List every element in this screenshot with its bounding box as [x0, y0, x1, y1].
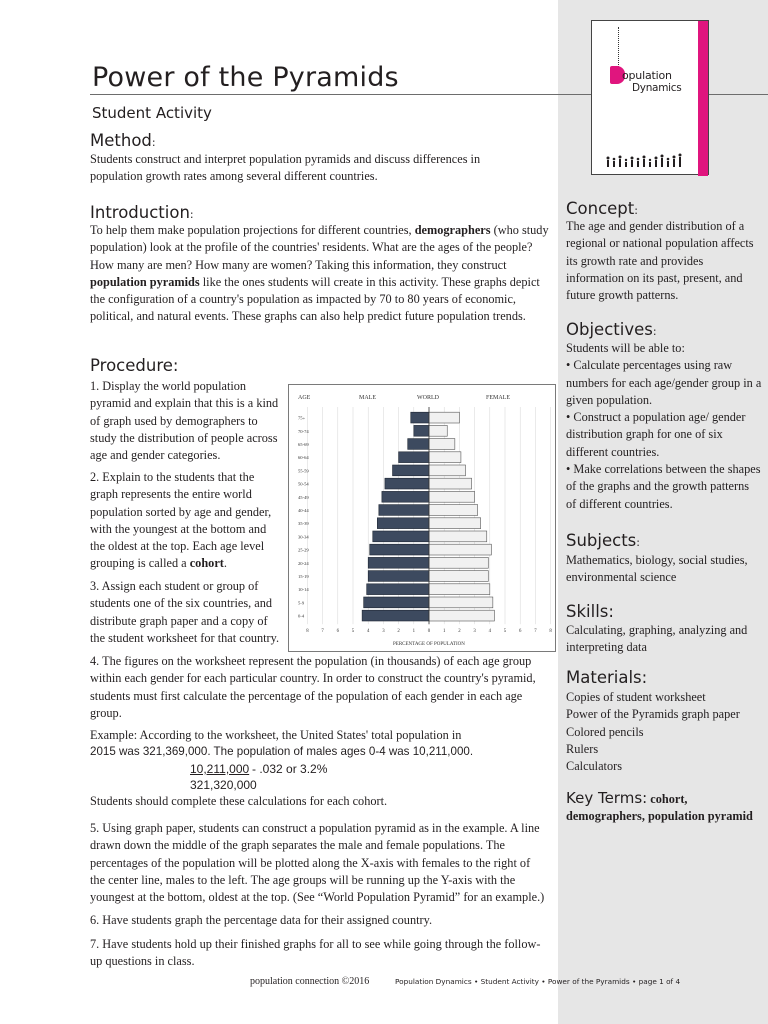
- introduction-text: To help them make population projections for different countries, demographers (who study population) look at the profile of the countries' residents. What are the ages of the people? How many are men? How many are women? Taking this information, they construct population pyramids like the ones students will create in this activity. These graphs depict the configuration of a country's population as impacted by 70 to 80 years of economic, political, and natural events. These graphs can also help predict future population trends.: [90, 223, 549, 324]
- female-bar-45-49: [429, 491, 475, 502]
- male-bar-35-39: [377, 518, 429, 529]
- procedure-step-2: 2. Explain to the students that the graph represents the entire world population sorted by age and gender, with the youngest at the bottom and the oldest at the top. Each age level grouping is called a cohort.: [90, 470, 272, 571]
- x-tick-label: 2: [397, 629, 400, 635]
- footer-copyright: population connection ©2016: [250, 976, 370, 987]
- materials-text: Copies of student worksheet Power of the Pyramids graph paper Colored pencils Rulers Calculators: [566, 690, 740, 774]
- concept-heading: Concept:: [566, 199, 638, 218]
- logo-text-population: opulation: [622, 69, 672, 82]
- chart-label-male: MALE: [359, 395, 376, 401]
- introduction-heading: Introduction:: [90, 203, 194, 222]
- x-tick-label: 7: [534, 629, 537, 635]
- footer-page-info: Population Dynamics • Student Activity • Power of the Pyramids • page 1 of 4: [395, 977, 681, 986]
- female-bar-35-39: [429, 518, 481, 529]
- age-tick-label: 50-54: [298, 481, 309, 487]
- subjects-text: Mathematics, biology, social studies, environmental science: [566, 553, 748, 585]
- x-tick-label: 2: [458, 629, 461, 635]
- procedure-step-7: 7. Have students hold up their finished graphs for all to see while going through the follow-up questions in class.: [90, 937, 541, 969]
- chart-label-world: WORLD: [417, 395, 439, 401]
- x-tick-label: 4: [366, 629, 370, 635]
- logo-people-silhouettes: [604, 153, 688, 169]
- objectives-text: Students will be able to: • Calculate percentages using raw numbers for each age/gender group in a given population. • Construct a population age/ gender distribution graph for one of six different countries. • Make correlations between the shapes of the graphs and the growth patterns of different countries.: [566, 341, 762, 511]
- x-tick-label: 3: [473, 629, 476, 635]
- male-bar-70-74: [414, 425, 429, 436]
- age-tick-label: 40-44: [298, 508, 309, 513]
- pyramid-plot: [289, 385, 555, 651]
- procedure-heading: Procedure:: [90, 356, 179, 375]
- x-tick-label: 6: [336, 629, 340, 635]
- x-tick-label: 8: [549, 629, 552, 635]
- x-tick-label: 1: [442, 629, 446, 635]
- male-bar-45-49: [382, 491, 429, 502]
- example-line-2: 2015 was 321,369,000. The population of males ages 0-4 was 10,211,000.: [90, 745, 474, 758]
- procedure-step-5: 5. Using graph paper, students can construct a population pyramid as in the example. A line drawn down the middle of the graph separates the male and female populations. The percentages of the population will be plotted along the X-axis with females to the right of the center line, males to the left. The age groups will be running up the Y-axis with the youngest at the bottom, oldest at the top. (See “World Population Pyramid” for an example.): [90, 821, 545, 905]
- materials-heading: Materials:: [566, 668, 648, 687]
- male-bar-55-59: [393, 465, 429, 476]
- method-heading: Method:: [90, 131, 156, 150]
- age-tick-label: 30-34: [298, 534, 309, 540]
- population-dynamics-logo: [591, 20, 709, 175]
- age-tick-label: 0-4: [298, 613, 305, 619]
- world-population-pyramid: [288, 384, 556, 652]
- skills-heading: Skills:: [566, 602, 614, 621]
- page-title: Power of the Pyramids: [92, 62, 399, 93]
- female-bar-0-4: [429, 610, 494, 621]
- x-tick-label: 8: [306, 629, 309, 635]
- male-bar-20-24: [368, 557, 429, 568]
- female-bar-65-69: [429, 439, 455, 450]
- logo-pink-bar: [698, 21, 708, 176]
- age-tick-label: 35-39: [298, 521, 309, 527]
- male-bar-75+: [411, 412, 429, 423]
- procedure-step-1: 1. Display the world population pyramid and explain that this is a kind of graph used by demographers to study the distribution of people across age and gender categories.: [90, 379, 279, 463]
- x-tick-label: 6: [518, 629, 522, 635]
- age-tick-label: 10-14: [298, 587, 309, 593]
- male-bar-25-29: [370, 544, 429, 555]
- procedure-step-4: [90, 653, 550, 722]
- female-bar-10-14: [429, 584, 490, 595]
- procedure-step-6: 6. Have students graph the percentage data for their assigned country.: [90, 913, 433, 927]
- age-tick-label: 5-9: [298, 600, 305, 606]
- female-bar-70-74: [429, 425, 447, 436]
- female-bar-5-9: [429, 597, 493, 608]
- key-terms: [566, 790, 764, 825]
- female-bar-50-54: [429, 478, 472, 489]
- method-heading-text: Method: [90, 131, 152, 150]
- subjects-heading: Subjects:: [566, 531, 640, 550]
- male-bar-40-44: [379, 505, 429, 516]
- male-bar-15-19: [368, 571, 429, 582]
- female-bar-55-59: [429, 465, 465, 476]
- male-bar-60-64: [399, 452, 429, 463]
- x-tick-label: 7: [321, 629, 324, 635]
- age-tick-label: 75+: [298, 415, 306, 421]
- procedure-step-3: 3. Assign each student or group of students one of the six countries, and distribute graph paper and a copy of the student worksheet for that country.: [90, 579, 280, 645]
- chart-x-axis-label: PERCENTAGE OF POPULATION: [393, 642, 465, 647]
- x-tick-label: 1: [412, 629, 416, 635]
- male-bar-30-34: [373, 531, 429, 542]
- female-bar-75+: [429, 412, 459, 423]
- male-bar-5-9: [364, 597, 429, 608]
- age-tick-label: 20-24: [298, 560, 309, 566]
- skills-text: Calculating, graphing, analyzing and interpreting data: [566, 623, 748, 655]
- logo-text-dynamics: Dynamics: [632, 82, 682, 94]
- key-terms-text: cohort, demographers, population pyramid: [566, 792, 753, 823]
- female-bar-15-19: [429, 571, 488, 582]
- age-tick-label: 60-64: [298, 455, 309, 461]
- introduction-heading-text: Introduction: [90, 203, 190, 222]
- chart-label-age: AGE: [298, 395, 311, 401]
- male-bar-0-4: [362, 610, 429, 621]
- example-line-1: Example: According to the worksheet, the United States' total population in: [90, 728, 462, 742]
- concept-text: The age and gender distribution of a regional or national population affects its growth rate and provides information on its past, present, and future growth patterns.: [566, 219, 754, 303]
- x-tick-label: 5: [503, 629, 507, 635]
- female-bar-25-29: [429, 544, 491, 555]
- fraction-result: - .032 or 3.2%: [252, 762, 328, 776]
- age-tick-label: 70-74: [298, 428, 309, 434]
- objectives-heading: Objectives:: [566, 320, 657, 339]
- male-bar-10-14: [367, 584, 429, 595]
- x-tick-label: 4: [488, 629, 492, 635]
- fraction-denominator: 321,320,000: [190, 778, 257, 792]
- method-text: Students construct and interpret population pyramids and discuss differences in population growth rates among several different countries.: [90, 152, 481, 184]
- fraction-numerator: 10,211,000: [190, 762, 250, 776]
- female-bar-20-24: [429, 557, 488, 568]
- x-tick-label: 5: [351, 629, 355, 635]
- key-terms-heading: Key Terms:: [566, 789, 648, 807]
- procedure-step-4-text: 4. The figures on the worksheet represent the population (in thousands) of each age group within each gender for each particular country. In order to construct the country's pyramid, students must first calculate the percentage of the population of each gender in each age group.: [90, 654, 536, 720]
- x-tick-label: 0: [427, 629, 431, 635]
- female-bar-30-34: [429, 531, 487, 542]
- female-bar-40-44: [429, 505, 478, 516]
- male-bar-50-54: [385, 478, 429, 489]
- male-bar-65-69: [408, 439, 429, 450]
- concept-heading-text: Concept: [566, 199, 635, 218]
- page-subtitle: Student Activity: [92, 104, 212, 122]
- calculation-note: Students should complete these calculations for each cohort.: [90, 794, 388, 808]
- objectives-heading-text: Objectives: [566, 320, 653, 339]
- subjects-heading-text: Subjects: [566, 531, 637, 550]
- chart-label-female: FEMALE: [486, 395, 510, 401]
- female-bar-60-64: [429, 452, 461, 463]
- age-tick-label: 65-69: [298, 442, 309, 447]
- age-tick-label: 55-59: [298, 468, 309, 474]
- age-tick-label: 45-49: [298, 494, 309, 500]
- age-tick-label: 25-29: [298, 547, 309, 553]
- x-tick-label: 3: [382, 629, 385, 635]
- age-tick-label: 15-19: [298, 574, 309, 579]
